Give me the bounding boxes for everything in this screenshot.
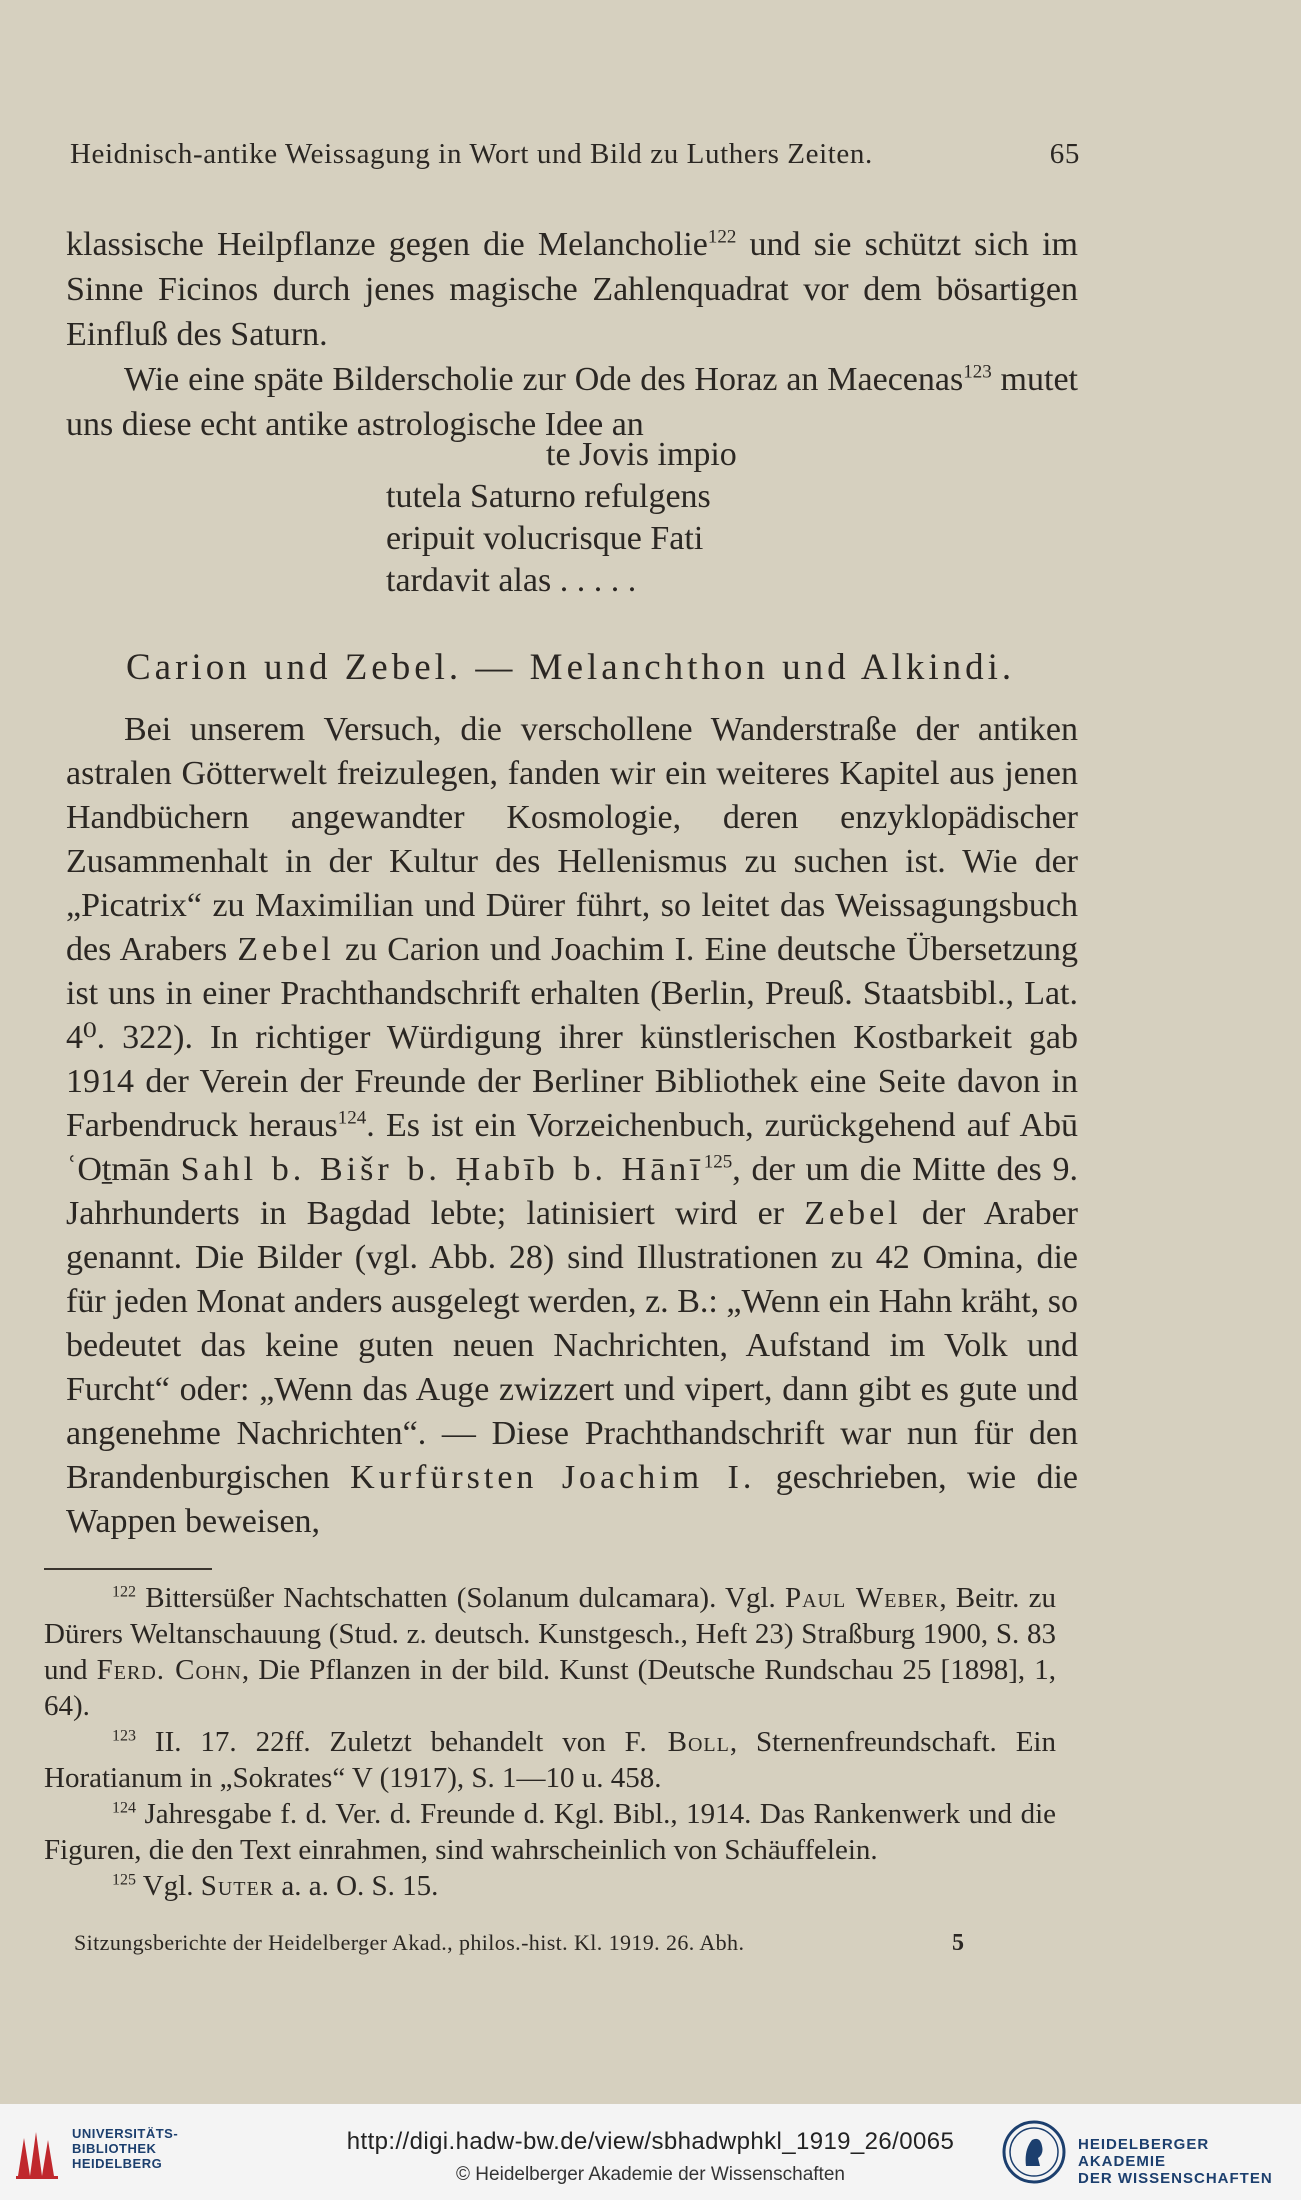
- paragraph-text: klassische Heilpflanze gegen die Melancholie: [66, 226, 708, 263]
- spaced-name: Zebel: [237, 931, 335, 968]
- footnote-ref-122[interactable]: 122: [707, 226, 737, 248]
- verse-line: eripuit volucrisque Fati: [386, 520, 704, 557]
- logo-text-line: BIBLIOTHEK: [72, 2141, 157, 2156]
- paragraph-text: Wie eine späte Bilderscholie zur Ode des Horaz an Maecenas: [124, 361, 964, 398]
- paragraph-3: [66, 708, 1078, 1544]
- footnote-text: Jahresgabe f. d. Ver. d. Freunde d. Kgl. Bibl., 1914. Das Rankenwerk und die Figuren, die den Text einrahmen, sind wahrscheinlich von Schäuffelein.: [44, 1798, 1056, 1866]
- paragraph-text: und sie schützt sich im Sinne Ficinos durch jenes magische Zahlenquadrat vor dem bösartigen Einfluß des Saturn.: [66, 226, 1078, 353]
- paragraph-text: mutet uns diese echt antike astrologische Idee an: [66, 361, 1078, 443]
- paragraph-1: [66, 222, 1078, 357]
- footnote-text: Vgl.: [136, 1870, 201, 1902]
- footnote-text: , Die Pflanzen in der bild. Kunst (Deutsche Rundschau 25 [1898], 1, 64).: [44, 1654, 1057, 1722]
- footnote-124: [44, 1796, 1056, 1868]
- permalink-url[interactable]: http://digi.hadw-bw.de/view/sbhadwphkl_1919_26/0065: [346, 2128, 955, 2155]
- logo-text-line: HEIDELBERG: [72, 2156, 163, 2171]
- academy-name: [1078, 2136, 1301, 2187]
- paragraph-text: . Es ist ein Vorzeichenbuch, zurückgehend auf Abū ʿOṯmān: [66, 1107, 1079, 1188]
- author-name: Paul Weber: [784, 1582, 940, 1614]
- footnote-rule: [44, 1568, 212, 1570]
- author-name: F. Boll: [624, 1726, 730, 1758]
- footnote-mark: 122: [112, 1583, 136, 1601]
- footnote-122: [44, 1580, 1056, 1724]
- section-heading: Carion und Zebel. — Melanchthon und Alkindi.: [126, 647, 1016, 688]
- running-header: [70, 138, 1080, 171]
- opening-paragraphs: [66, 222, 1078, 447]
- logo-text-line: DER WISSENSCHAFTEN: [1078, 2170, 1273, 2187]
- footnote-text: a. a. O. S. 15.: [274, 1870, 439, 1902]
- author-name: Ferd. Cohn: [96, 1654, 242, 1686]
- copyright-notice: © Heidelberger Akademie der Wissenschaften: [456, 2164, 845, 2185]
- footnote-text: Bittersüßer Nachtschatten (Solanum dulcamara). Vgl.: [136, 1582, 785, 1614]
- spaced-name: Sahl b. Bišr b. Ḥabīb b. Hānī: [180, 1151, 704, 1188]
- viewer-footer-bar: [0, 2104, 1301, 2200]
- footnote-text: II. 17. 22ff. Zuletzt behandelt von: [136, 1726, 625, 1758]
- paragraph-text: zu Carion und Joachim I. Eine deutsche Übersetzung ist uns in einer Prachthandschrift erhalten (Berlin, Preuß. Staatsbibl., Lat. 4⁰. 322). In richtiger Würdigung ihrer künstlerischen Kostbarkeit gab 1914 der Verein der Freunde der Berliner Bibliothek eine Seite davon in Farbendruck heraus: [66, 931, 1079, 1144]
- logo-text-line: UNIVERSITÄTS-: [72, 2126, 179, 2141]
- footnote-125: [44, 1868, 1056, 1904]
- verse-line: tutela Saturno refulgens: [386, 478, 711, 515]
- signature-mark: 5: [952, 1930, 964, 1956]
- verse-line: tardavit alas . . . . .: [386, 562, 637, 599]
- logo-text-line: HEIDELBERGER AKADEMIE: [1078, 2136, 1210, 2170]
- footnote-mark: 125: [112, 1871, 136, 1889]
- footnote-ref-124[interactable]: 124: [337, 1107, 367, 1129]
- running-title: Heidnisch-antike Weissagung in Wort und Bild zu Luthers Zeiten.: [70, 138, 873, 170]
- page-footer-text: Sitzungsberichte der Heidelberger Akad., philos.-hist. Kl. 1919. 26. Abh.: [74, 1930, 745, 1955]
- footnote-text: , Sternenfreundschaft. Ein Horatianum in „Sokrates“ V (1917), S. 1—10 u. 458.: [44, 1726, 1056, 1794]
- paragraph-text: Bei unserem Versuch, die verschollene Wanderstraße der antiken astralen Götterwelt freizulegen, fanden wir ein weiteres Kapitel aus jenen Handbüchern angewandter Kosmologie, deren enzyklopädischer Zusammenhalt in der Kultur des Hellenismus zu suchen ist. Wie der „Picatrix“ zu Maximilian und Dürer führt, so leitet das Weissagungsbuch des Arabers: [66, 711, 1078, 968]
- footnotes: [44, 1580, 1056, 1904]
- horace-verse: [386, 434, 737, 602]
- page-number: 65: [1049, 138, 1080, 170]
- footnote-ref-123[interactable]: 123: [963, 361, 992, 383]
- footnote-mark: 123: [112, 1727, 136, 1745]
- footnote-text: , Beitr. zu Dürers Weltanschauung (Stud. z. deutsch. Kunstgesch., Heft 23) Straßburg 1900, S. 83 und: [44, 1582, 1056, 1686]
- author-name: Suter: [200, 1870, 275, 1902]
- footnote-123: [44, 1724, 1056, 1796]
- paragraph-text: , der um die Mitte des 9. Jahrhunderts in Bagdad lebte; latinisiert wird er: [66, 1151, 1079, 1232]
- footnote-mark: 124: [112, 1799, 136, 1817]
- paragraph-text: der Araber genannt. Die Bilder (vgl. Abb. 28) sind Illustrationen zu 42 Omina, die für jeden Monat anders ausgelegt werden, z. B.: „Wenn ein Hahn kräht, so bedeutet das keine guten neuen Nachrichten, Aufstand im Volk und Furcht“ oder: „Wenn das Auge zwizzert und vipert, dann gibt es gute und angenehme Nachrichten“. — Diese Prachthandschrift war nun für den Brandenburgischen: [66, 1195, 1078, 1496]
- academy-seal-icon[interactable]: [1002, 2120, 1066, 2184]
- main-paragraph: [66, 708, 1078, 1544]
- verse-line: te Jovis impio: [546, 436, 737, 473]
- spaced-name: Zebel: [804, 1195, 902, 1232]
- paragraph-text: geschrieben, wie die Wappen beweisen,: [66, 1459, 1078, 1540]
- spaced-name: Kurfürsten Joachim I.: [350, 1459, 756, 1496]
- footnote-ref-125[interactable]: 125: [703, 1151, 733, 1173]
